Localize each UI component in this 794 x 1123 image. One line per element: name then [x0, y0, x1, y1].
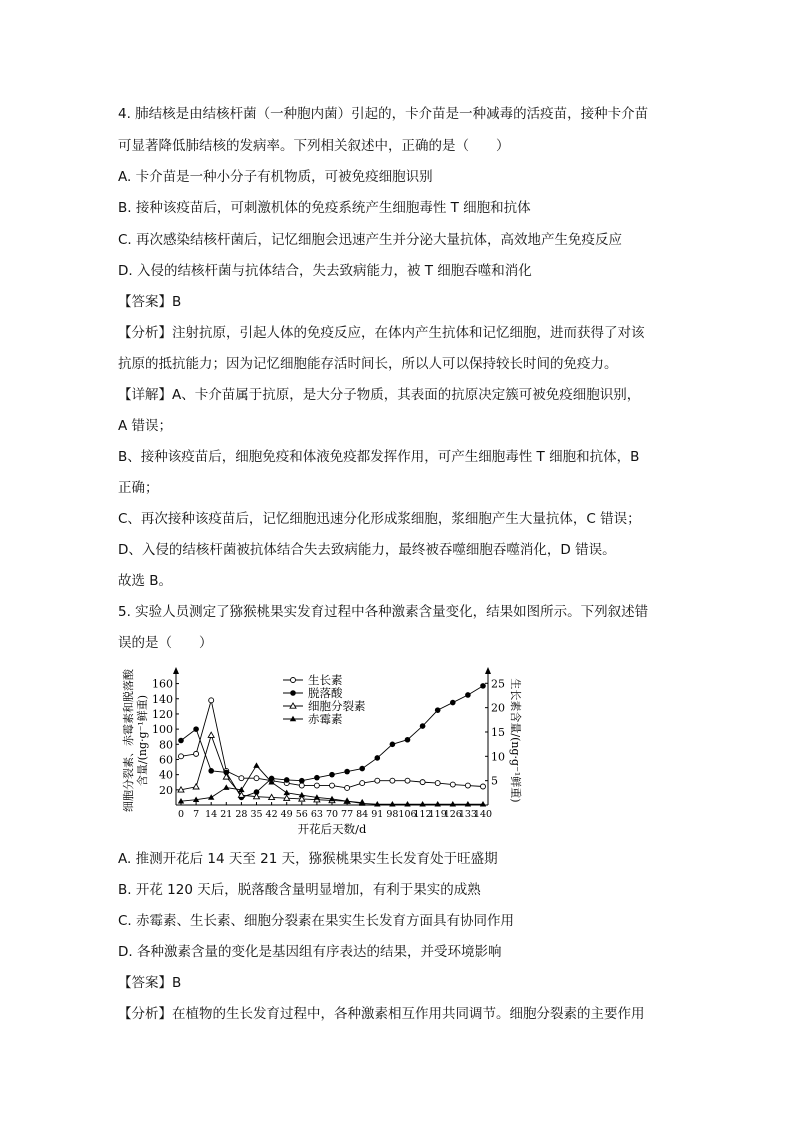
- series-point-0: [299, 783, 304, 788]
- series-point-0: [179, 754, 184, 759]
- right-tick-label: 25: [491, 677, 505, 691]
- x-tick-label: 98: [386, 809, 399, 820]
- x-tick-label: 7: [193, 809, 200, 820]
- series-point-0: [435, 781, 440, 786]
- q5-stem-line-2: 误的是（ ）: [118, 635, 213, 651]
- q4-option-b: B. 接种该疫苗后，可刺激机体的免疫系统产生细胞毒性 T 细胞和抗体: [118, 200, 531, 216]
- x-tick-label: 84: [356, 809, 369, 820]
- left-axis-title-line-2: 含量/(ng·g⁻¹鲜重): [136, 694, 149, 787]
- x-tick-label: 63: [310, 809, 323, 820]
- q4-answer: 【答案】B: [118, 294, 182, 310]
- series-point-0: [209, 698, 214, 703]
- series-point-1: [359, 766, 365, 772]
- series-point-0: [405, 778, 410, 783]
- x-tick-label: 112: [413, 809, 432, 820]
- x-tick-label: 14: [205, 809, 218, 820]
- x-tick-label: 70: [325, 809, 339, 820]
- x-tick-label: 35: [250, 809, 263, 820]
- q4-conclusion: 故选 B。: [118, 573, 173, 589]
- series-point-0: [194, 751, 199, 756]
- series-point-0: [390, 778, 395, 783]
- x-tick-label: 49: [280, 809, 293, 820]
- right-tick-label: 5: [491, 774, 498, 788]
- x-tick-label: 119: [428, 809, 447, 820]
- series-point-1: [450, 700, 456, 706]
- left-tick-label: 40: [159, 768, 173, 782]
- legend-label: 生长素: [308, 673, 343, 687]
- series-point-1: [405, 737, 411, 743]
- series-point-0: [481, 784, 486, 789]
- series-point-1: [375, 755, 381, 761]
- series-point-0: [465, 783, 470, 788]
- legend-swatch-marker: [290, 690, 296, 696]
- hormone-chart: [118, 660, 522, 850]
- q5-option-b: B. 开花 120 天后，脱落酸含量明显增加，有利于果实的成熟: [118, 882, 481, 898]
- legend-label: 细胞分裂素: [308, 699, 366, 713]
- q4-option-c: C. 再次感染结核杆菌后，记忆细胞会迅速产生并分泌大量抗体，高效地产生免疫反应: [118, 232, 623, 248]
- x-tick-label: 77: [341, 809, 354, 820]
- series-point-1: [299, 778, 305, 784]
- x-tick-label: 28: [235, 809, 248, 820]
- x-tick-label: 91: [371, 809, 384, 820]
- series-point-1: [420, 723, 426, 729]
- left-tick-label: 140: [152, 692, 173, 706]
- left-axis-title-line-1: 细胞分裂素、赤霉素和脱落酸: [122, 669, 135, 812]
- q4-stem-line-2: 可显著降低肺结核的发病率。下列相关叙述中，正确的是（ ）: [118, 138, 510, 154]
- series-point-3: [253, 762, 259, 768]
- legend-swatch-marker: [291, 678, 296, 683]
- x-tick-label: 126: [443, 809, 462, 820]
- series-point-1: [208, 768, 214, 774]
- series-point-1: [178, 738, 184, 744]
- q4-option-d: D. 入侵的结核杆菌与抗体结合，失去致病能力，被 T 细胞吞噬和消化: [118, 263, 532, 279]
- x-axis-title: 开花后天数/d: [297, 822, 367, 836]
- x-tick-label: 21: [220, 809, 233, 820]
- left-tick-label: 60: [159, 753, 173, 767]
- q4-detail-line-6: D、入侵的结核杆菌被抗体结合失去致病能力，最终被吞噬细胞吞噬消化，D 错误。: [118, 542, 616, 558]
- series-point-2: [208, 732, 214, 737]
- series-point-0: [420, 780, 425, 785]
- x-tick-label: 42: [265, 809, 278, 820]
- q5-option-c: C. 赤霉素、生长素、细胞分裂素在果实生长发育方面具有协同作用: [118, 913, 515, 929]
- series-point-0: [360, 781, 365, 786]
- legend-label: 脱落酸: [308, 686, 343, 700]
- right-tick-label: 15: [491, 725, 505, 739]
- series-point-1: [465, 692, 471, 698]
- series-point-2: [193, 784, 199, 789]
- series-point-0: [345, 785, 350, 790]
- series-point-0: [314, 783, 319, 788]
- q5-analysis-line-1: 【分析】在植物的生长发育过程中，各种激素相互作用共同调节。细胞分裂素的主要作用: [118, 1006, 645, 1022]
- q4-detail-line-3: B、接种该疫苗后，细胞免疫和体液免疫都发挥作用，可产生细胞毒性 T 细胞和抗体，B: [118, 449, 640, 465]
- legend-label: 赤霉素: [308, 712, 343, 726]
- x-tick-label: 133: [458, 809, 477, 820]
- q4-detail-line-2: A 错误；: [118, 418, 173, 434]
- series-point-0: [239, 776, 244, 781]
- q4-option-a: A. 卡介苗是一种小分子有机物质，可被免疫细胞识别: [118, 169, 433, 185]
- series-point-0: [254, 776, 259, 781]
- series-point-1: [390, 741, 396, 747]
- left-tick-label: 100: [152, 723, 173, 737]
- series-point-0: [330, 783, 335, 788]
- series-point-3: [223, 784, 229, 790]
- series-line-2: [181, 735, 362, 803]
- series-point-0: [375, 778, 380, 783]
- q4-detail-line-1: 【详解】A、卡介苗属于抗原，是大分子物质，其表面的抗原决定簇可被免疫细胞识别，: [118, 387, 641, 403]
- q5-option-d: D. 各种激素含量的变化是基因组有序表达的结果，并受环境影响: [118, 944, 502, 960]
- left-tick-label: 160: [152, 677, 173, 691]
- series-point-1: [435, 707, 441, 713]
- left-tick-label: 20: [159, 783, 173, 797]
- right-axis-arrow: [485, 667, 491, 674]
- series-point-1: [314, 775, 320, 781]
- right-tick-label: 20: [491, 701, 505, 715]
- q4-analysis-line-1: 【分析】注射抗原，引起人体的免疫反应，在体内产生抗体和记忆细胞，进而获得了对该: [118, 325, 645, 341]
- series-point-3: [208, 794, 214, 800]
- series-point-1: [329, 772, 335, 778]
- x-tick-label: 0: [177, 809, 185, 820]
- series-point-1: [344, 769, 350, 775]
- series-point-3: [284, 790, 290, 796]
- left-tick-label: 80: [159, 738, 173, 752]
- q4-analysis-line-2: 抗原的抵抗能力；因为记忆细胞能存活时间长，所以人可以保持较长时间的免疫力。: [118, 356, 618, 372]
- x-tick-label: 140: [473, 809, 493, 820]
- q4-stem-line-1: 4. 肺结核是由结核杆菌（一种胞内菌）引起的，卡介苗是一种减毒的活疫苗，接种卡介苗: [118, 106, 649, 122]
- right-tick-label: 10: [491, 750, 505, 764]
- series-point-1: [284, 777, 290, 783]
- legend-swatch-marker: [290, 716, 296, 722]
- series-point-1: [480, 683, 486, 689]
- q5-stem-line-1: 5. 实验人员测定了猕猴桃果实发育过程中各种激素含量变化，结果如图所示。下列叙述错: [118, 604, 649, 620]
- left-axis-arrow: [173, 667, 179, 674]
- left-tick-label: 120: [152, 707, 173, 721]
- q5-option-a: A. 推测开花后 14 天至 21 天，猕猴桃果实生长发育处于旺盛期: [118, 851, 498, 867]
- series-point-0: [450, 782, 455, 787]
- q4-detail-line-4: 正确；: [118, 480, 159, 496]
- series-point-1: [193, 726, 199, 732]
- x-tick-label: 106: [398, 809, 417, 820]
- x-tick-label: 56: [295, 809, 308, 820]
- q5-answer: 【答案】B: [118, 975, 182, 991]
- q4-detail-line-5: C、再次接种该疫苗后，记忆细胞迅速分化形成浆细胞，浆细胞产生大量抗体，C 错误；: [118, 511, 641, 527]
- right-axis-title: 生长素含量/(ng·g⁻¹鲜重): [509, 678, 522, 803]
